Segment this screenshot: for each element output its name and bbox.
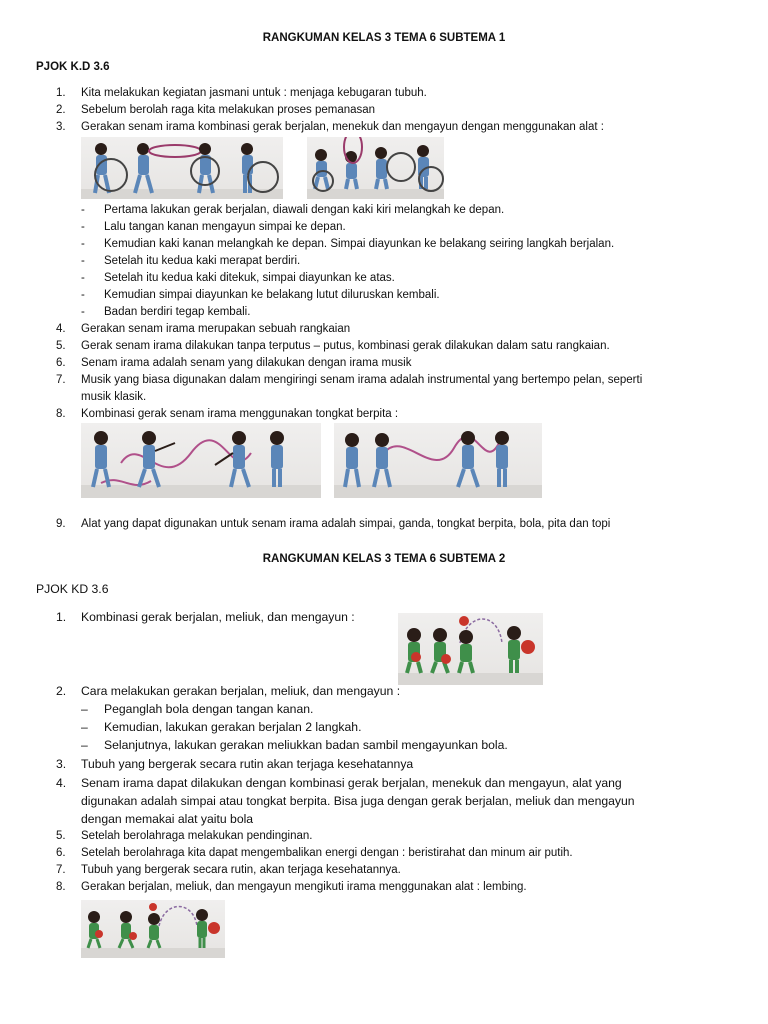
- heading-pjok-2: PJOK KD 3.6: [36, 582, 109, 596]
- ball-figures-image: [81, 900, 225, 958]
- heading-pjok-1: PJOK K.D 3.6: [36, 61, 110, 73]
- hoop-figures-image: [81, 137, 283, 199]
- ball-figures-image: [398, 613, 543, 685]
- title-subtema-2: RANGKUMAN KELAS 3 TEMA 6 SUBTEMA 2: [262, 553, 506, 565]
- hoop-figures-image: [307, 137, 444, 199]
- ribbon-figures-image: [334, 423, 542, 498]
- ribbon-figures-image: [81, 423, 321, 498]
- title-subtema-1: RANGKUMAN KELAS 3 TEMA 6 SUBTEMA 1: [262, 32, 506, 44]
